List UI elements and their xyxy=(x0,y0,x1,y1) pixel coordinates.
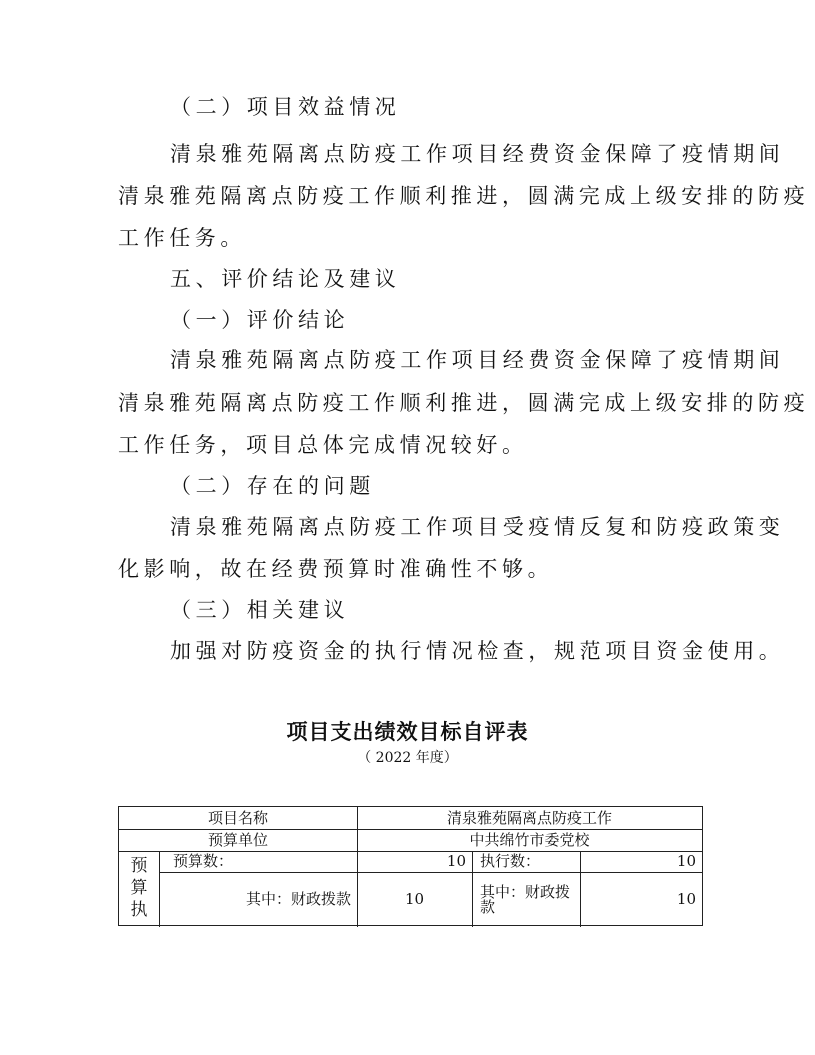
performance-self-evaluation-table xyxy=(118,806,703,926)
conclusion-paragraph-line-3: 工作任务，项目总体完成情况较好。 xyxy=(118,433,528,457)
fiscal-allocation-budget-value: 10 xyxy=(404,890,425,908)
conclusion-paragraph-line-2: 清泉雅苑隔离点防疫工作顺利推进，圆满完成上级安排的防疫 xyxy=(118,391,810,415)
execution-amount-label: 执行数： xyxy=(480,852,541,870)
heading-project-benefits: （二）项目效益情况 xyxy=(170,95,401,119)
project-name-label: 项目名称 xyxy=(207,808,268,827)
budget-amount-label: 预算数： xyxy=(173,852,234,870)
suggestions-paragraph-line-1: 加强对防疫资金的执行情况检查，规范项目资金使用。 xyxy=(170,639,785,663)
execution-amount-value: 10 xyxy=(676,852,696,870)
heading-conclusions-section: 五、评价结论及建议 xyxy=(170,267,401,291)
problems-paragraph-line-2: 化影响，故在经费预算时准确性不够。 xyxy=(118,557,554,581)
fiscal-allocation-execution-value: 10 xyxy=(676,890,696,908)
heading-evaluation-conclusion: （一）评价结论 xyxy=(170,308,350,332)
fiscal-allocation-execution-label: 其中：财政拨款 xyxy=(480,882,571,916)
heading-related-suggestions: （三）相关建议 xyxy=(170,598,350,622)
benefits-paragraph-line-2: 清泉雅苑隔离点防疫工作顺利推进，圆满完成上级安排的防疫 xyxy=(118,184,810,208)
conclusion-paragraph-line-1: 清泉雅苑隔离点防疫工作项目经费资金保障了疫情期间 xyxy=(170,348,785,372)
benefits-paragraph-line-1: 清泉雅苑隔离点防疫工作项目经费资金保障了疫情期间 xyxy=(170,142,785,166)
budget-unit-label: 预算单位 xyxy=(207,830,268,849)
table-subtitle: （ 2022 年度） xyxy=(357,750,458,766)
budget-execution-char-3: 执 xyxy=(130,900,148,920)
problems-paragraph-line-1: 清泉雅苑隔离点防疫工作项目受疫情反复和防疫政策变 xyxy=(170,515,785,539)
budget-unit-value: 中共绵竹市委党校 xyxy=(469,830,590,849)
project-name-value: 清泉雅苑隔离点防疫工作 xyxy=(446,808,612,827)
budget-execution-char-1: 预 xyxy=(130,856,148,876)
benefits-paragraph-line-3: 工作任务。 xyxy=(118,226,246,250)
table-title: 项目支出绩效目标自评表 xyxy=(286,720,529,744)
budget-execution-label xyxy=(119,851,159,927)
budget-execution-char-2: 算 xyxy=(130,878,148,898)
fiscal-allocation-budget-label: 其中：财政拨款 xyxy=(245,890,351,908)
budget-amount-value: 10 xyxy=(446,852,466,870)
heading-existing-problems: （二）存在的问题 xyxy=(170,474,375,498)
